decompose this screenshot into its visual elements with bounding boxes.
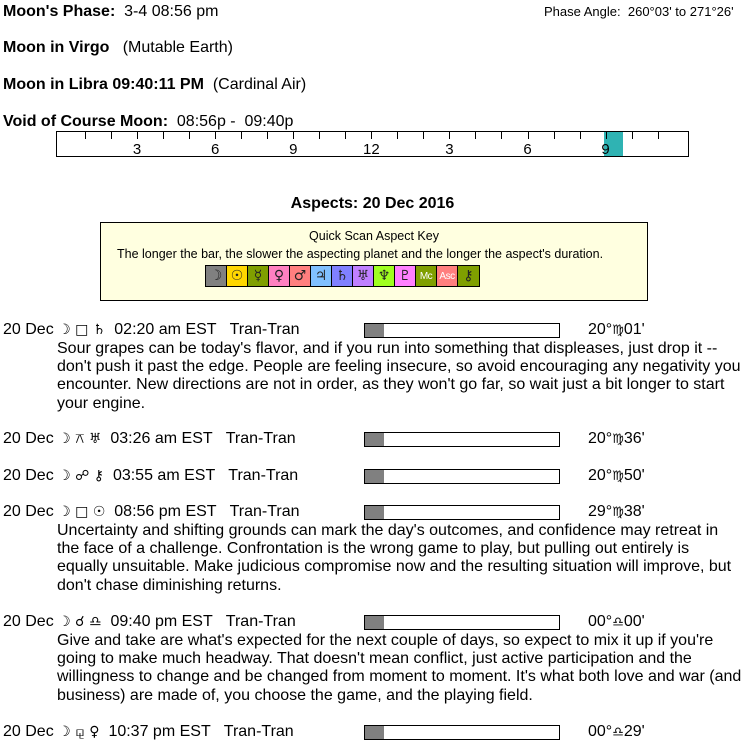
key-cell-neptune: ♆ [374,266,395,286]
moon-sign-1-quality: (Mutable Earth) [122,39,233,56]
key-cell-uranus: ♅ [353,266,374,286]
moons-phase [3,3,218,21]
zodiac-sign-icon: ♍ [612,323,624,338]
aspect-description: Give and take are what's expected for the next couple of days, so expect to mix it up if you're going to make much headway. That doesn't mean conflict, just active participation and the willingness to change and be changed from moment to moment. It's what both love and war (and business) are made of, you choose the game, and the playing field. [57,632,742,704]
aspect-time: 09:40 pm EST [110,613,213,630]
aspect-duration-bar [364,615,560,630]
moons-phase-value: 3-4 08:56 pm [124,3,219,20]
aspect-duration-fill [365,324,384,337]
aspect-time: 10:37 pm EST [108,723,211,740]
aspect-summary [3,430,296,448]
timeline-tick [267,132,268,139]
timeline-hour-label: 6 [523,141,532,158]
voc-label: Void of Course Moon: [3,113,169,130]
timeline-tick [580,132,581,139]
position-minute: 01' [623,321,645,338]
timeline-tick [137,132,138,139]
aspect-date: 20 Dec [3,430,54,447]
key-cell-midheaven: Mc [416,266,437,286]
position-degree: 20° [588,467,613,484]
aspect-date: 20 Dec [3,503,54,520]
timeline-tick [319,132,320,139]
timeline-tick [423,132,424,139]
aspect-duration-bar [364,505,560,520]
aspect-glyphs-icon: ☽ ☌ ♎ [58,614,102,630]
aspect-date: 20 Dec [3,321,54,338]
position-degree: 29° [588,503,613,520]
aspect-summary [3,723,294,741]
aspect-summary [3,467,298,485]
moons-phase-label: Moon's Phase: [3,3,116,20]
position-degree: 20° [588,430,613,447]
timeline-hour-label: 6 [211,141,220,158]
key-planet-cells [205,265,480,287]
aspect-position [588,430,645,448]
aspect-time: 03:26 am EST [110,430,213,447]
position-degree: 00° [588,613,613,630]
aspect-duration-fill [365,506,384,519]
key-cell-jupiter: ♃ [311,266,332,286]
aspect-type: Tran-Tran [229,321,300,338]
aspect-duration-bar [364,323,560,338]
timeline-hour-label: 9 [601,141,610,158]
aspect-type: Tran-Tran [228,467,299,484]
key-description: The longer the bar, the slower the aspecting planet and the longer the aspect's duration. [117,247,604,261]
position-minute: 29' [623,723,645,740]
aspect-time: 03:55 am EST [112,467,216,484]
timeline-tick [293,132,294,139]
voc-value: 08:56p - 09:40p [176,113,294,130]
key-cell-mercury: ☿ [248,266,269,286]
timeline-tick [345,132,346,139]
timeline-hour-label: 3 [445,141,454,158]
aspect-time: 02:20 am EST [114,321,217,338]
key-cell-venus: ♀ [269,266,290,286]
zodiac-sign-icon: ♍ [612,469,624,484]
key-cell-mars: ♂ [290,266,311,286]
aspect-duration-fill [365,470,384,483]
aspect-duration-bar [364,432,560,447]
moon-sign-2-quality: (Cardinal Air) [212,76,307,93]
aspect-summary [3,613,296,631]
aspect-position [588,503,645,521]
timeline-tick [215,132,216,139]
aspect-type: Tran-Tran [225,613,296,630]
position-minute: 36' [623,430,645,447]
timeline-tick [475,132,476,139]
aspect-position [588,467,645,485]
aspect-type: Tran-Tran [225,430,296,447]
aspect-time: 08:56 pm EST [114,503,217,520]
position-degree: 00° [588,723,613,740]
aspect-type: Tran-Tran [229,503,300,520]
aspect-duration-fill [365,433,384,446]
zodiac-sign-icon: ♎ [612,725,624,740]
aspect-summary [3,503,300,521]
aspect-duration-fill [365,726,384,739]
timeline-tick [554,132,555,139]
aspect-summary [3,321,300,339]
aspect-glyphs-icon: ☽ □ ☉ [58,504,106,520]
timeline-tick [658,132,659,139]
timeline-tick [163,132,164,139]
timeline-tick [606,132,607,139]
aspect-description: Uncertainty and shifting grounds can mark the day's outcomes, and confidence may retreat in the face of a challenge. Confrontation is the wrong game to play, but pulling out entirely is equally unsuitable. Make judicious compromise now and the resulting situation will improve, but don't chase diminishing returns. [57,522,732,594]
timeline-tick [449,132,450,139]
aspect-position [588,723,645,741]
timeline-tick [111,132,112,139]
key-cell-ascendant: Asc [437,266,458,286]
aspect-description: Sour grapes can be today's flavor, and if you run into something that displeases, just drop it -- don't push it past the edge. People are feeling insecure, so avoid encouraging any negativity you encounter. New directions are not in order, as they won't go far, so wait just a bit longer to start your engine. [57,340,741,412]
position-minute: 00' [623,613,645,630]
aspect-duration-bar [364,725,560,740]
moon-sign-2-label: Moon in Libra 09:40:11 PM [3,76,204,93]
moon-sign-virgo [3,39,233,57]
timeline-tick [632,132,633,139]
aspect-type: Tran-Tran [223,723,294,740]
aspect-glyphs-icon: ☽ □ ♄ [58,322,106,338]
timeline-hour-label: 9 [289,141,298,158]
zodiac-sign-icon: ♍ [612,432,624,447]
phase-angle [544,4,734,19]
position-minute: 50' [623,467,645,484]
timeline-tick [528,132,529,139]
timeline-tick [397,132,398,139]
quick-scan-aspect-key [100,222,648,301]
zodiac-sign-icon: ♎ [612,615,624,630]
aspects-title: Aspects: 20 Dec 2016 [290,195,455,212]
timeline-hour-label: 3 [132,141,142,158]
aspect-duration-fill [365,616,384,629]
aspect-date: 20 Dec [3,467,54,484]
void-of-course [3,113,293,131]
aspect-glyphs-icon: ☽ ⚼ ♀ [58,724,100,740]
timeline-hour-label: 12 [363,141,380,158]
aspect-glyphs-icon: ☽ ☍ ⚷ [58,468,105,484]
aspect-glyphs-icon: ☽ ⚻ ♅ [58,431,102,447]
key-title: Quick Scan Aspect Key [309,229,439,243]
key-cell-moon: ☽ [206,266,227,286]
aspect-date: 20 Dec [3,723,54,740]
aspect-duration-bar [364,469,560,484]
timeline-tick [241,132,242,139]
timeline-tick [85,132,86,139]
timeline-tick [371,132,372,139]
void-of-course-timeline [56,131,689,157]
moon-sign-libra [3,76,306,94]
aspect-date: 20 Dec [3,613,54,630]
zodiac-sign-icon: ♍ [612,505,624,520]
aspect-position [588,613,645,631]
key-cell-chiron: ⚷ [458,266,479,286]
key-cell-pluto: ♇ [395,266,416,286]
timeline-tick [189,132,190,139]
phase-angle-value: 260°03' to 271°26' [627,4,734,19]
timeline-tick [501,132,502,139]
aspect-position [588,321,645,339]
phase-angle-label: Phase Angle: [544,4,621,19]
key-cell-sun: ☉ [227,266,248,286]
key-cell-saturn: ♄ [332,266,353,286]
position-minute: 38' [623,503,645,520]
moon-sign-1-label: Moon in Virgo [3,39,110,56]
position-degree: 20° [588,321,613,338]
